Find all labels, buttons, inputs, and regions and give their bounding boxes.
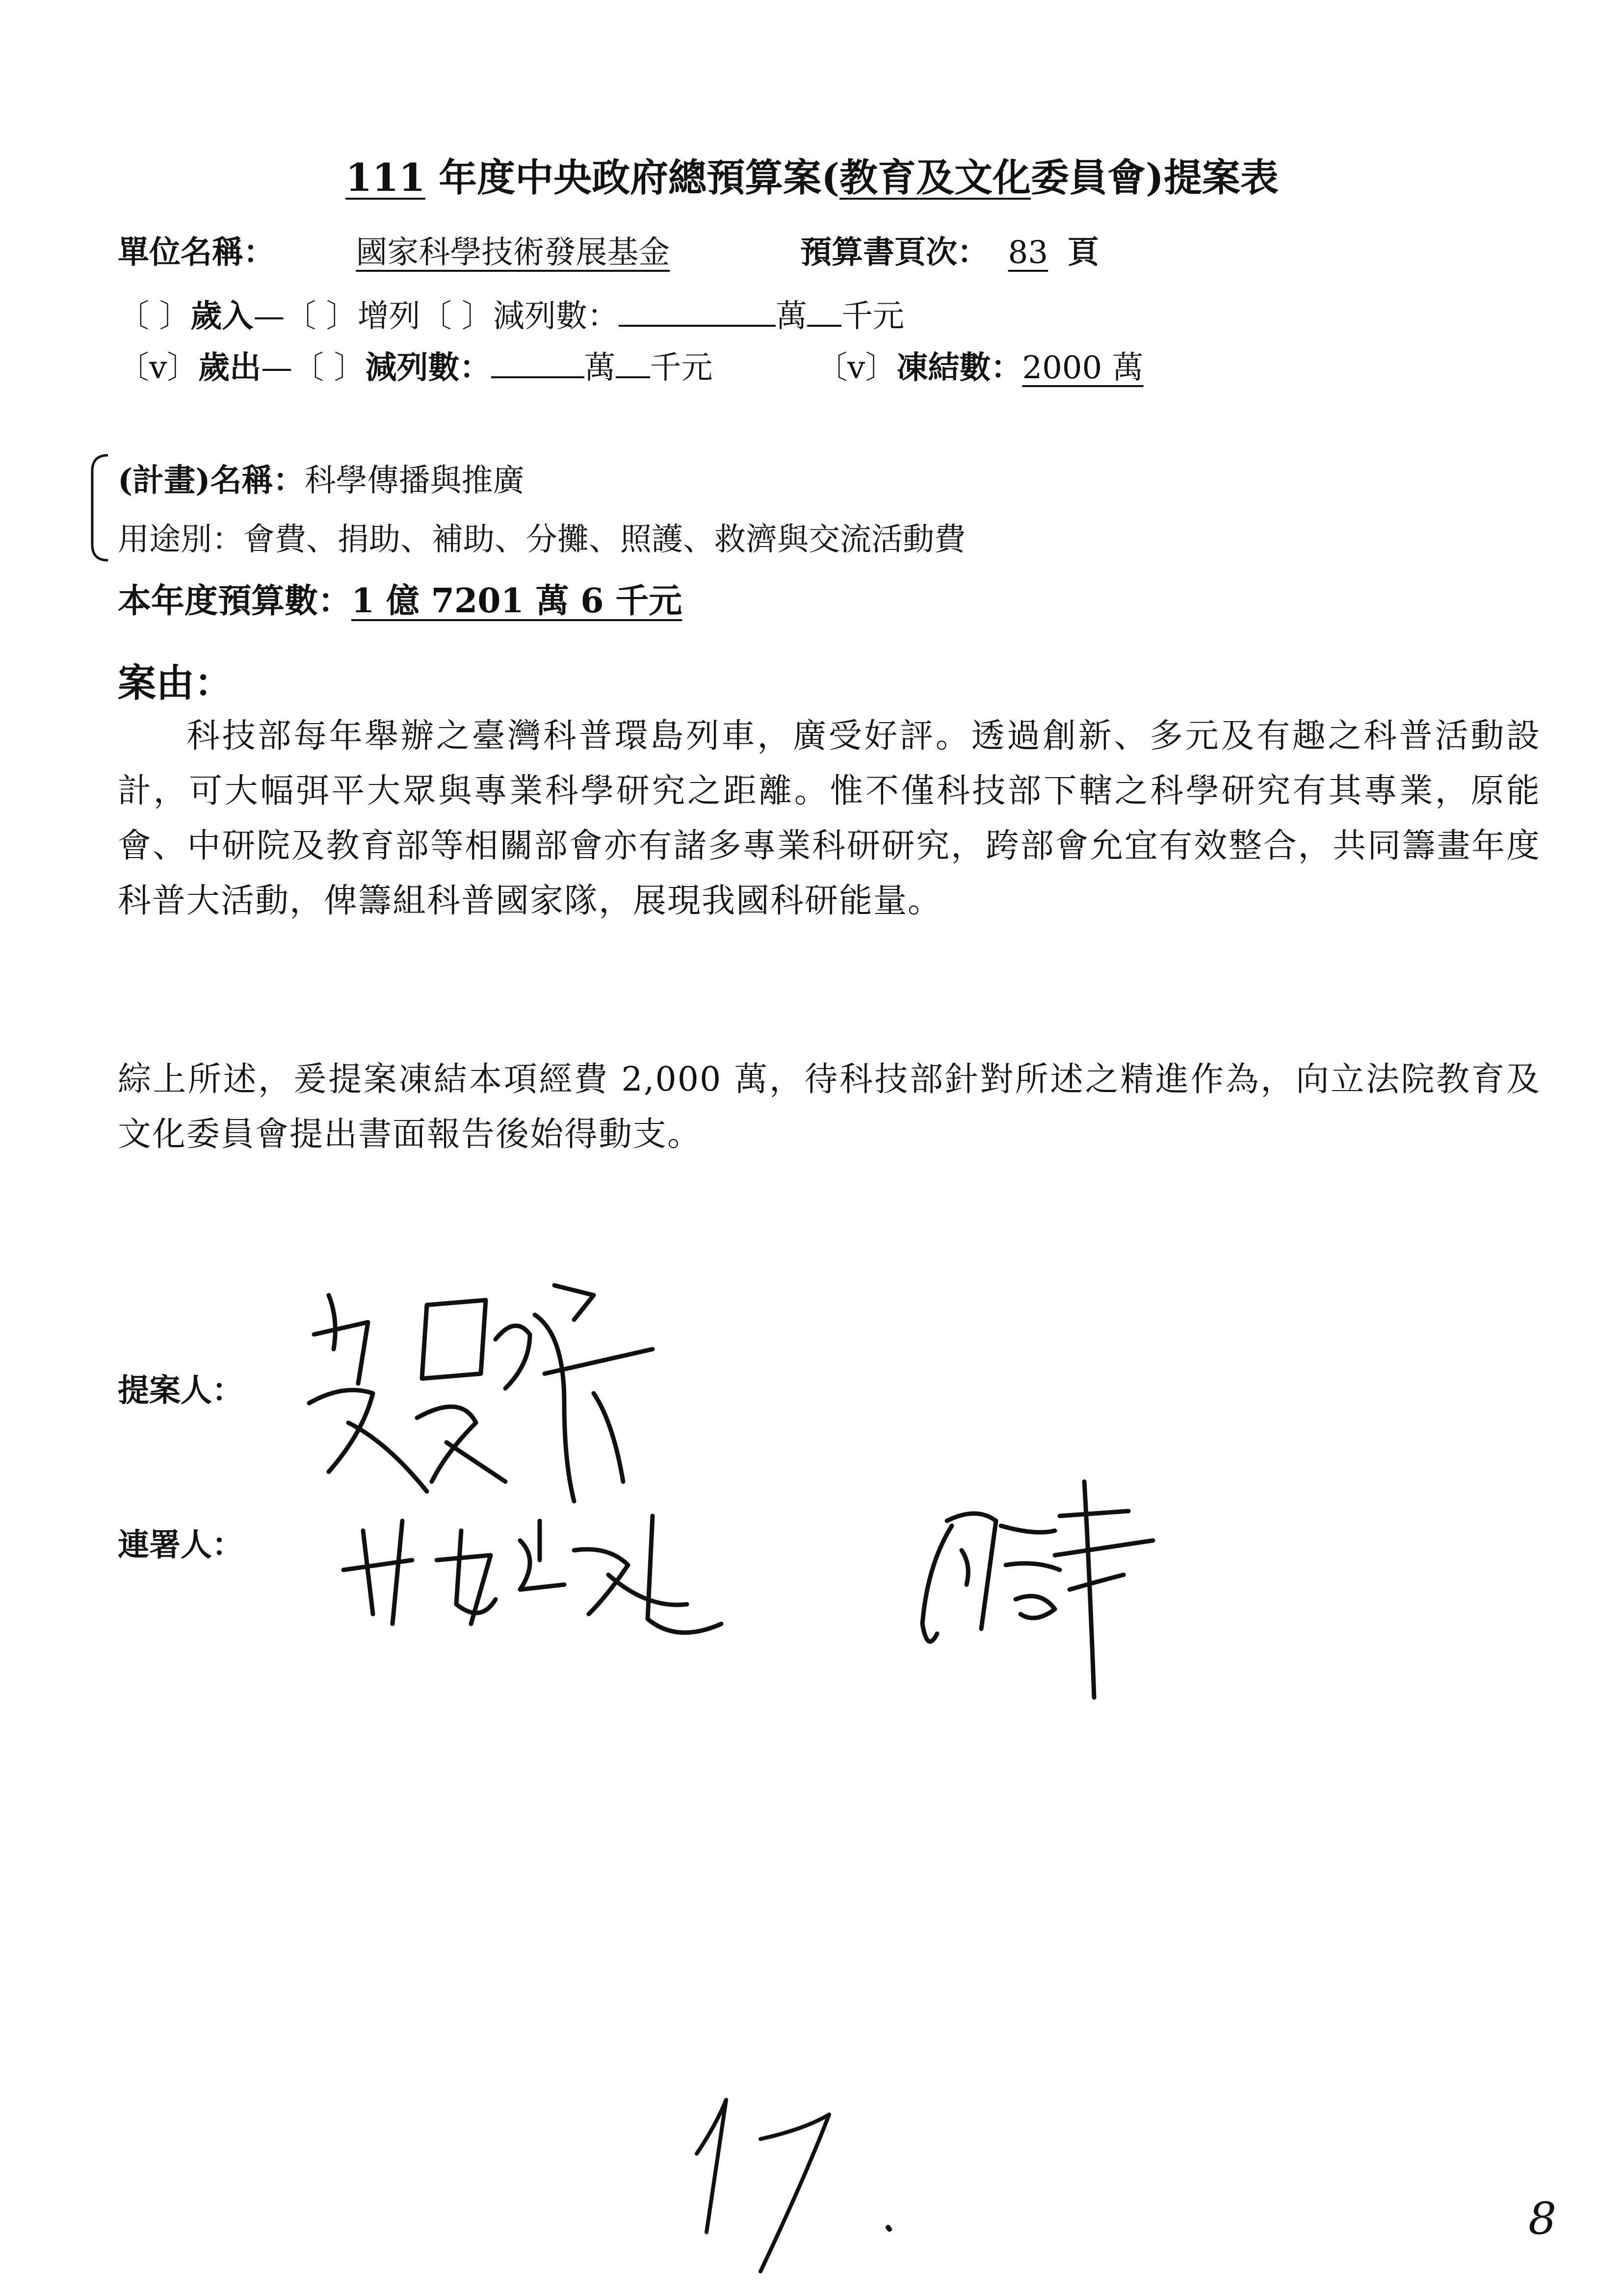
proposer-label: 提案人： bbox=[118, 1372, 243, 1409]
page-number: 8 bbox=[1528, 2193, 1557, 2244]
revenue-thousand-blank bbox=[807, 295, 841, 327]
reason-heading: 案由： bbox=[118, 661, 233, 705]
page-ref-unit: 頁 bbox=[1067, 234, 1099, 271]
revenue-amount-blank bbox=[619, 295, 776, 327]
page-title bbox=[0, 147, 1624, 202]
expense-unit-wan: 萬 bbox=[584, 350, 616, 386]
handwritten-number-drawing bbox=[677, 2080, 903, 2281]
title-year: 111 bbox=[345, 156, 425, 200]
freeze-label: 凍結數： bbox=[896, 349, 1022, 386]
cosigner-signature-2 bbox=[898, 1467, 1173, 1707]
title-committee: 教育及文化 bbox=[839, 156, 1031, 200]
unit-value: 國家科學技術發展基金 bbox=[356, 235, 670, 271]
revenue-row bbox=[118, 294, 904, 339]
revenue-type: 歲入 bbox=[190, 298, 254, 335]
reason-paragraph-2: 綜上所述，爰提案凍結本項經費 2,000 萬，待科技部針對所述之精進作為，向立法院教育及文化委員會提出書面報告後始得動支。 bbox=[118, 1060, 1541, 1154]
proposer-signature bbox=[299, 1276, 692, 1531]
expense-thousand-blank bbox=[616, 347, 650, 378]
plan-name-value: 科學傳播與推廣 bbox=[304, 463, 524, 499]
decrease-checkbox: 〔 〕 bbox=[420, 298, 494, 335]
plan-name-label: (計畫)名稱： bbox=[118, 462, 305, 499]
budget-value: 1 億 7201 萬 6 千元 bbox=[351, 581, 682, 621]
unit-label: 單位名稱： bbox=[118, 234, 275, 271]
budget-row bbox=[118, 579, 682, 624]
expense-unit-thousand: 千元 bbox=[650, 350, 713, 386]
unit-row bbox=[118, 231, 1099, 275]
plan-use-label: 用途別： bbox=[118, 522, 243, 558]
cosigner-signature-1 bbox=[334, 1501, 756, 1663]
increase-checkbox: 〔 〕 bbox=[285, 298, 358, 335]
reason-paragraph-1: 科技部每年舉辦之臺灣科普環島列車，廣受好評。透過創新、多元及有趣之科普活動設計，可大幅弭平大眾與專業科學研究之距離。惟不僅科技部下轄之科學研究有其專業，原能會、中研院及教育部等相關部會亦有諸多專業科研研究，跨部會允宜有效整合，共同籌畫年度科普大活動，俾籌組科普國家隊，展現我國科研能量。 bbox=[118, 717, 1541, 920]
increase-label: 增列 bbox=[357, 298, 420, 335]
revenue-unit-thousand: 千元 bbox=[841, 298, 905, 335]
expense-checkbox: 〔v〕 bbox=[118, 350, 199, 386]
title-suffix: 委員會)提案表 bbox=[1031, 156, 1279, 200]
expense-decrease-checkbox: 〔 〕 bbox=[292, 350, 366, 386]
revenue-dash: — bbox=[253, 298, 285, 335]
expense-type: 歲出 bbox=[198, 349, 262, 386]
expense-dash: — bbox=[261, 350, 293, 386]
plan-bracket bbox=[88, 451, 118, 564]
expense-decrease-label: 減列數： bbox=[365, 349, 491, 386]
cosigner-label: 連署人： bbox=[118, 1527, 243, 1564]
page-ref-label: 預算書頁次： bbox=[800, 234, 989, 271]
page-ref-value: 83 bbox=[1008, 235, 1048, 271]
decrease-label: 減列數： bbox=[493, 298, 619, 335]
title-prefix: 年度中央政府總預算案( bbox=[439, 156, 839, 200]
freeze-value: 2000 萬 bbox=[1022, 350, 1144, 386]
expense-row bbox=[118, 346, 1144, 390]
plan-name-row bbox=[118, 459, 524, 503]
revenue-unit-wan: 萬 bbox=[776, 298, 808, 335]
plan-use-value: 會費、捐助、補助、分攤、照護、救濟與交流活動費 bbox=[243, 522, 966, 558]
expense-amount-blank bbox=[491, 347, 584, 378]
freeze-checkbox: 〔v〕 bbox=[816, 350, 897, 386]
plan-use-row bbox=[118, 518, 966, 562]
budget-label: 本年度預算數： bbox=[118, 581, 352, 621]
revenue-checkbox: 〔 〕 bbox=[118, 298, 191, 335]
